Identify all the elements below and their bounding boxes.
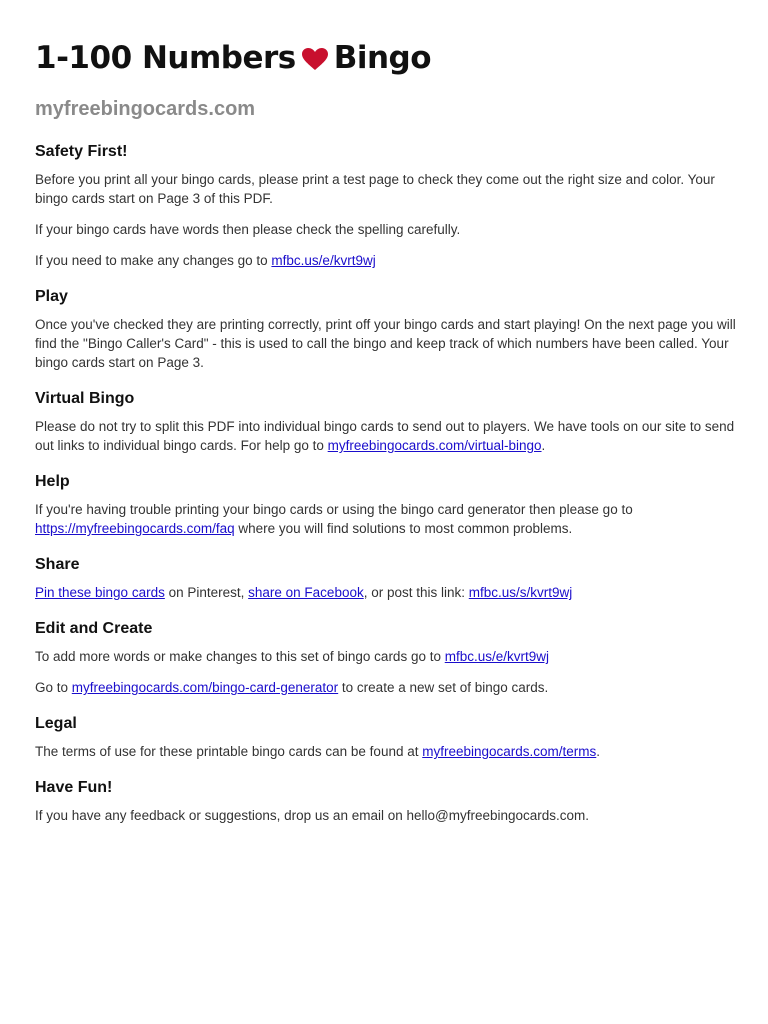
- section-heading: Have Fun!: [35, 779, 113, 796]
- paragraph-end: .: [596, 744, 601, 759]
- document-page: [35, 38, 740, 825]
- section-heading: Virtual Bingo: [35, 390, 135, 407]
- title-left: 1-100 Numbers: [35, 40, 296, 76]
- section-heading: Safety First!: [35, 143, 128, 160]
- section-help: [35, 471, 740, 538]
- paragraph: If your bingo cards have words then please check the spelling carefully.: [35, 222, 461, 237]
- section-heading: Play: [35, 288, 68, 305]
- paragraph: [35, 678, 740, 697]
- section-share: [35, 554, 740, 602]
- paragraph-end: to create a new set of bingo cards.: [338, 680, 549, 695]
- paragraph-end: where you will find solutions to most common problems.: [234, 521, 573, 536]
- section-heading: Legal: [35, 715, 77, 732]
- card-generator-link[interactable]: myfreebingocards.com/bingo-card-generator: [71, 680, 339, 695]
- section-heading: Edit and Create: [35, 620, 153, 637]
- paragraph: [35, 251, 740, 270]
- paragraph-text: Please do not try to split this PDF into individual bingo cards to send out to players. We have tools on our site to send out links to individual bingo cards. For help go to: [35, 419, 735, 453]
- heart-icon: [302, 41, 328, 81]
- terms-link[interactable]: myfreebingocards.com/terms: [422, 744, 597, 759]
- section-edit-and-create: [35, 618, 740, 697]
- paragraph-text: , or post this link:: [363, 585, 469, 600]
- section-heading: Help: [35, 473, 70, 490]
- page-title: [35, 38, 740, 81]
- paragraph-text: To add more words or make changes to this set of bingo cards go to: [35, 649, 445, 664]
- paragraph-text: Go to: [35, 680, 72, 695]
- paragraph: [35, 500, 740, 538]
- section-have-fun: [35, 777, 740, 825]
- paragraph: [35, 742, 740, 761]
- faq-link[interactable]: https://myfreebingocards.com/faq: [35, 521, 235, 536]
- paragraph: Before you print all your bingo cards, please print a test page to check they come out the right size and color. Your bingo cards start on Page 3 of this PDF.: [35, 172, 715, 206]
- title-right: Bingo: [333, 40, 432, 76]
- paragraph: [35, 647, 740, 666]
- paragraph: If you have any feedback or suggestions, drop us an email on hello@myfreebingocards.com.: [35, 808, 590, 823]
- section-safety-first: [35, 141, 740, 270]
- section-virtual-bingo: [35, 388, 740, 455]
- section-legal: [35, 713, 740, 761]
- section-heading: Share: [35, 556, 80, 573]
- paragraph-text: The terms of use for these printable bingo cards can be found at: [35, 744, 423, 759]
- share-link[interactable]: mfbc.us/s/kvrt9wj: [468, 585, 573, 600]
- pinterest-link[interactable]: Pin these bingo cards: [35, 585, 165, 600]
- paragraph: [35, 583, 740, 602]
- section-play: [35, 286, 740, 372]
- facebook-share-link[interactable]: share on Facebook: [248, 585, 364, 600]
- paragraph: [35, 417, 740, 455]
- paragraph: Once you've checked they are printing correctly, print off your bingo cards and start playing! On the next page you will find the "Bingo Caller's Card" - this is used to call the bingo and keep track of which numbers have been called. Your bingo cards start on Page 3.: [35, 317, 736, 370]
- paragraph-end: .: [541, 438, 546, 453]
- edit-cards-link[interactable]: mfbc.us/e/kvrt9wj: [271, 253, 376, 268]
- edit-cards-link[interactable]: mfbc.us/e/kvrt9wj: [444, 649, 550, 664]
- paragraph-text: If you're having trouble printing your bingo cards or using the bingo card generator then please go to: [35, 502, 633, 517]
- paragraph-text: on Pinterest,: [164, 585, 249, 600]
- site-name: myfreebingocards.com: [35, 98, 256, 120]
- paragraph-text: If you need to make any changes go to: [35, 253, 272, 268]
- virtual-bingo-link[interactable]: myfreebingocards.com/virtual-bingo: [327, 438, 542, 453]
